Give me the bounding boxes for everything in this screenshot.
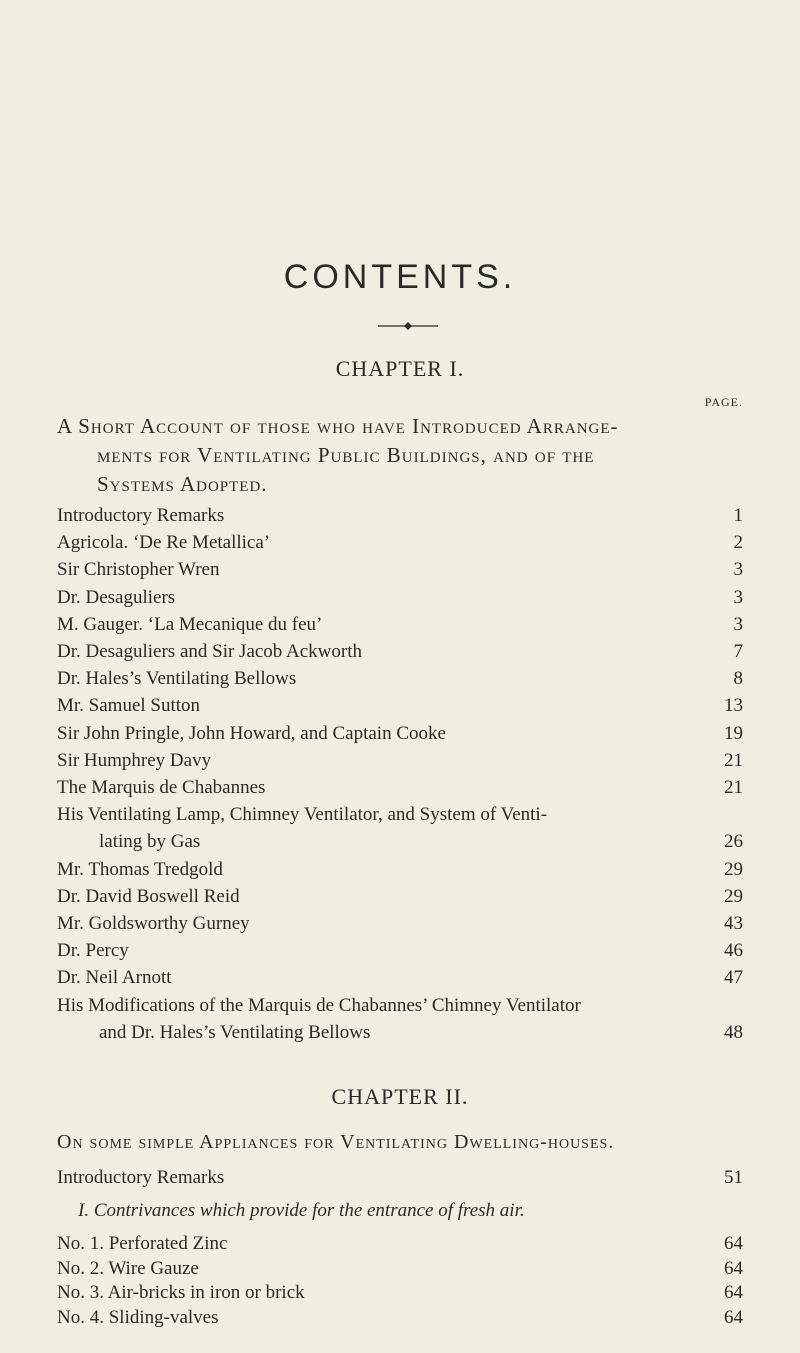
toc-entry-page: 47 (724, 967, 743, 989)
toc-entry (57, 502, 743, 529)
toc-entry-page: 64 (724, 1257, 743, 1279)
toc-entry-page: 21 (724, 777, 743, 798)
toc-entry-label: His Ventilating Lamp, Chimney Ventilator, and System of Venti- (57, 804, 548, 826)
toc-entry-page: 19 (724, 722, 743, 744)
toc-entry-label: Dr. David Boswell Reid (57, 885, 240, 907)
toc-entry (57, 937, 743, 964)
toc-entry (57, 856, 743, 883)
toc-entry-label: Sir Humphrey Davy (57, 749, 212, 771)
toc-entry (57, 556, 743, 583)
toc-entry (57, 1279, 743, 1306)
toc-entry-page: 64 (724, 1282, 743, 1303)
toc-entry-page: 7 (733, 641, 743, 662)
toc-entry (57, 611, 743, 638)
toc-entry-page: 8 (733, 668, 743, 690)
toc-entry-label: His Modifications of the Marquis de Chabannes’ Chimney Ventilator (57, 994, 581, 1016)
toc-entry-label: No. 2. Wire Gauze (57, 1257, 199, 1279)
toc-entry (57, 801, 743, 855)
toc-entry-label: Agricola. ‘De Re Metallica’ (57, 532, 271, 554)
toc-entry-label: Dr. Hales’s Ventilating Bellows (57, 668, 297, 690)
page-title: CONTENTS. (283, 258, 517, 296)
toc-entry-label-continued: lating by Gas (99, 831, 201, 853)
toc-entry (57, 774, 743, 801)
toc-entry (57, 1255, 743, 1282)
toc-entry-label: Mr. Thomas Tredgold (57, 858, 223, 880)
chapter-1-section-heading (57, 412, 747, 499)
toc-entry-label: Dr. Desaguliers and Sir Jacob Ackworth (57, 641, 362, 662)
toc-entry-page: 3 (733, 613, 743, 635)
toc-entry-label-continued: and Dr. Hales’s Ventilating Bellows (99, 1021, 371, 1043)
toc-entry-page: 46 (724, 940, 743, 962)
toc-entry-label: No. 4. Sliding-valves (57, 1306, 219, 1328)
toc-entry (57, 1230, 743, 1257)
toc-entry-page: 3 (733, 559, 743, 581)
toc-entry (57, 692, 743, 719)
page-column-heading: PAGE. (704, 395, 743, 409)
toc-entry (57, 720, 743, 747)
ornament-divider (378, 320, 438, 332)
toc-entry-label: The Marquis de Chabannes (57, 777, 266, 798)
toc-entry-label: Dr. Neil Arnott (57, 967, 172, 989)
chapter-2-section-heading (57, 1128, 747, 1157)
section-heading-line: A Short Account of those who have Introduced Arrange- (57, 414, 619, 438)
toc-entry-label: No. 3. Air-bricks in iron or brick (57, 1282, 305, 1303)
toc-entry-page: 3 (733, 586, 743, 608)
toc-entry-introductory-remarks (57, 1164, 743, 1191)
toc-entry-page: 64 (724, 1233, 743, 1254)
toc-entry-label: Introductory Remarks (57, 1167, 225, 1188)
toc-entry-label: Sir John Pringle, John Howard, and Captain Cooke (57, 722, 446, 744)
toc-entry-page: 64 (724, 1306, 743, 1328)
toc-entry (57, 910, 743, 937)
toc-entry-page: 29 (724, 858, 743, 880)
toc-entry-label: Dr. Desaguliers (57, 586, 176, 608)
chapter-2-heading: CHAPTER II. (331, 1084, 469, 1109)
section-heading-line: ments for Ventilating Public Buildings, and of the (97, 443, 595, 467)
toc-entry (57, 747, 743, 774)
toc-entry-page: 21 (724, 749, 743, 771)
toc-entry-page: 13 (724, 695, 743, 717)
toc-entry-page: 26 (724, 831, 743, 853)
toc-entry-label: Dr. Percy (57, 940, 129, 962)
toc-entry-page: 51 (724, 1167, 743, 1188)
toc-entry-label: Introductory Remarks (57, 505, 225, 526)
toc-entry (57, 992, 743, 1046)
toc-entry-label: Mr. Samuel Sutton (57, 695, 201, 717)
toc-entry (57, 529, 743, 556)
toc-entry-page: 29 (724, 885, 743, 907)
toc-entry-page: 48 (724, 1021, 743, 1043)
section-heading-line: On some simple Appliances for Ventilating Dwelling-houses. (57, 1131, 615, 1153)
toc-entry (57, 883, 743, 910)
toc-entry (57, 584, 743, 611)
toc-entry (57, 638, 743, 665)
toc-entry-page: 2 (733, 532, 743, 554)
toc-entry-label: No. 1. Perforated Zinc (57, 1233, 228, 1254)
section-heading-line: Systems Adopted. (97, 472, 268, 496)
toc-entry (57, 964, 743, 991)
toc-entry-label: M. Gauger. ‘La Mecanique du feu’ (57, 613, 323, 635)
toc-entry (57, 1304, 743, 1331)
toc-entry-page: 43 (724, 913, 743, 934)
subsection-heading: I. Contrivances which provide for the entrance of fresh air. (78, 1200, 525, 1221)
toc-entry-label: Sir Christopher Wren (57, 559, 220, 581)
toc-entry-page: 1 (733, 505, 743, 526)
toc-entry (57, 665, 743, 692)
chapter-1-heading: CHAPTER I. (335, 356, 465, 381)
toc-entry-label: Mr. Goldsworthy Gurney (57, 913, 250, 934)
